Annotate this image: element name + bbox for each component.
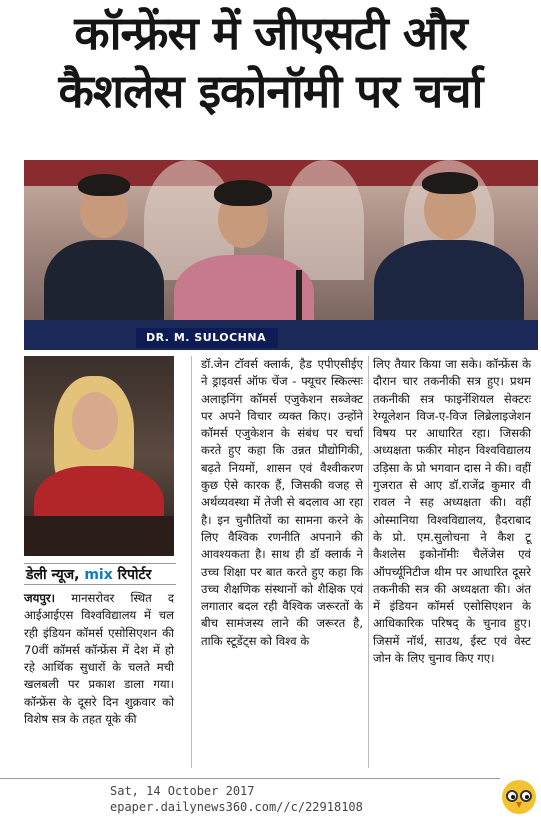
article-column-1 bbox=[24, 590, 174, 728]
column-1-text: मानसरोवर स्थित द आईआईएस विश्वविद्यालय में चल रही इंडियन कॉमर्स एसोसिएशन की 70वीं कॉमर्स कॉन्फ्रेंस में देश में हो रहे आर्थिक सुधारों के चलते मची खलबली पर प्रकाश डाला गया। कॉन्फ्रेंस के दूसरे दिन शुक्रवार को विशेष सत्र के तहत यूके की bbox=[24, 591, 175, 727]
article-column-3 bbox=[373, 356, 531, 667]
headline-line-2: कैशलेस इकोनॉमी पर चर्चा bbox=[58, 64, 483, 118]
column-rule-2 bbox=[368, 356, 369, 768]
nameplate: DR. M. SULOCHNA bbox=[136, 328, 278, 348]
column-3-text: लिए तैयार किया जा सके। कॉन्फ्रेंस के दौरान चार तकनीकी सत्र हुए। प्रथम तकनीकी सत्र फाइनेंशियल सेक्टरः रेग्यूलेशन विज-ए-विज लिब्रेलाइजेशन विषय पर आधारित रहा। जिसकी अध्यक्षता फकीर मोहन विश्वविद्यालय उड़िसा के प्रो भगवान दास ने की। वहीं गुजरात से आए डॉ.राजेंद्र कुमार वी रावल ने सह अध्यक्षता की। वहीं ओस्मानिया विश्वविद्यालय, हैदराबाद के प्रो. एम.सुलोचना ने कैश टू कैशलेस इकोनॉमीः चैलेंजेस एवं ऑपर्च्यूनिटीज थीम पर आधारित दूसरे तकनीकी सत्र की अध्यक्षता की। अंत में इंडियन कॉमर्स एसोसिएशन के आधिकारिक परिषद् के चुनाव हुए। जिसमें नॉर्थ, साउथ, ईस्ट एवं वेस्ट जोन के लिए चुनाव किए गए। bbox=[373, 357, 531, 666]
dateline: जयपुर। bbox=[24, 591, 56, 605]
dais-table bbox=[24, 320, 538, 350]
footer bbox=[0, 778, 541, 818]
byline-brand: mix bbox=[84, 567, 113, 583]
footer-date: Sat, 14 October 2017 bbox=[110, 784, 255, 798]
byline-suffix: रिपोर्टर bbox=[117, 567, 152, 583]
headline bbox=[0, 4, 541, 120]
byline bbox=[24, 563, 176, 585]
main-photo bbox=[24, 160, 538, 350]
column-2-text: डॉ.जेन टॉवर्स क्लार्क, हैड एपीएसीईए ने ड्राइवर्स ऑफ चेंज - फ्यूचर स्किल्सः अलाइनिंग कॉमर्स एजुकेशन सब्जेक्ट पर अपने विचार व्यक्त किए। उन्होंने कॉमर्स एजुकेशन के संबंध पर चर्चा करते हुए कहा कि उन्नत प्रौद्योगिकी, बढ़ते नियमों, शासन एवं वैश्वीकरण कुछ ऐसे कारक हैं, जिसकी वजह से अर्थव्यवस्था में तेजी से बदलाव आ रहा है। इन चुनौतियों का सामना करने के लिए वैश्विक रणनीति अपनाने की आवश्यकता है। साथ ही डॉ क्लार्क ने उच्च शिक्षा पर बात करते हुए कहा कि उच्च शैक्षणिक संस्थानों को शैक्षिक एवं लगातार बदल रही वैश्विक जरूरतों के बीच सामंजस्य लाने की जरूरत है, ताकि स्टूडेंट्स को विश्व के bbox=[201, 357, 363, 648]
speaker-photo bbox=[24, 356, 174, 556]
footer-url[interactable]: epaper.dailynews360.com//c/22918108 bbox=[110, 800, 363, 814]
column-rule-1 bbox=[191, 356, 192, 768]
headline-line-1: कॉन्फ्रेंस में जीएसटी और bbox=[74, 6, 467, 60]
article-column-2 bbox=[201, 356, 363, 650]
owl-icon bbox=[502, 780, 536, 814]
byline-prefix: डेली न्यूज, bbox=[26, 567, 80, 583]
